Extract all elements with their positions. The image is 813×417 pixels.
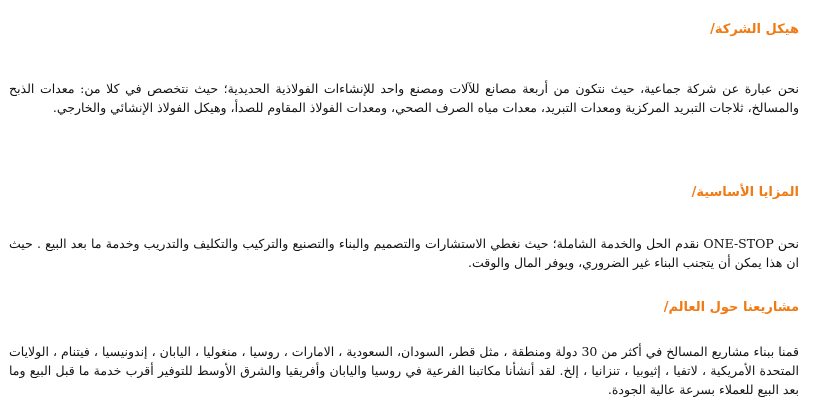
section-heading-company-structure [710, 20, 799, 40]
section-heading-core-advantages [692, 183, 799, 203]
heading-text: هيكل الشركة [714, 22, 799, 37]
section-heading-projects-worldwide: مشاريعنا حول العالم/ [663, 300, 799, 315]
section-body-core-advantages: نحن ONE-STOP نقدم الحل والخدمة الشاملة؛ حيث نغطي الاستشارات والتصميم والبناء والتصنيع والتركيب والتكليف والتدريب وخدمة ما بعد البيع . حيث ان هذا يمكن أن يتجنب البناء غير الضروري، ويوفر المال والوقت. [9, 236, 799, 270]
heading-suffix: / [691, 185, 697, 200]
section-body-company-structure: نحن عبارة عن شركة جماعية، حيث نتكون من أربعة مصانع للآلات ومصنع واحد للإنشاءات الفولاذية الحديدية؛ حيث نتخصص في كلا من: معدات الذبح والمسالخ، ثلاجات التبريد المركزية ومعدات التبريد، معدات مياه الصرف الصحي، ومعدات الفولاذ المقاوم للصدأ، وهيكل الفولاذ الإنشائي والخارجي. [9, 81, 799, 115]
section-body-projects-worldwide: قمنا ببناء مشاريع المسالخ في أكثر من 30 دولة ومنطقة ، مثل قطر، السودان، السعودية ، الامارات ، روسيا ، منغوليا ، اليابان ، إندونيسيا ، فيتنام ، الولايات المتحدة الأمريكية ، لاتفيا ، إثيوبيا ، تنزانيا ، إلخ. لقد أنشأنا مكاتبنا الفرعية في روسيا واليابان وأفريقيا والشرق الأوسط للتوفير أقرب خدمة ما قبل البيع وما بعد البيع للعملاء بسرعة عالية الجودة. [9, 344, 799, 397]
heading-suffix: / [710, 22, 715, 37]
heading-text: المزايا الأساسية [696, 185, 799, 200]
